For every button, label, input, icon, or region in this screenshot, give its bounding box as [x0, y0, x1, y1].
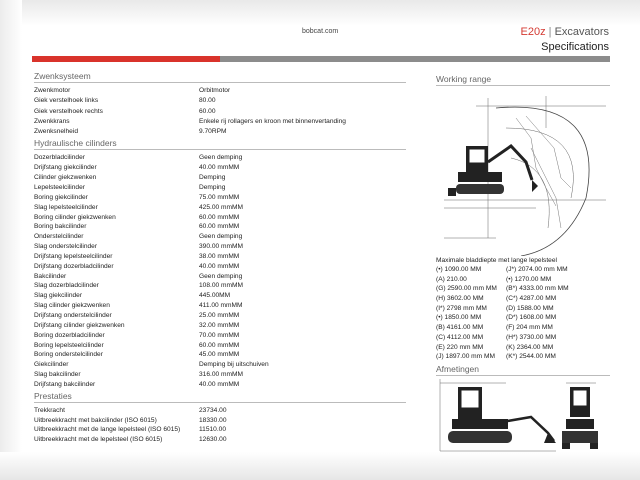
spec-value: 12630.00	[199, 436, 227, 444]
spec-value: 60.00	[199, 107, 216, 115]
spec-value: 40.00 mmMM	[199, 380, 240, 388]
spec-row	[34, 321, 406, 331]
spec-label: Bakcilinder	[34, 272, 67, 280]
spec-row	[34, 96, 406, 106]
spec-label: Boring cilinder giekzwenken	[34, 213, 116, 221]
spec-row	[34, 173, 406, 183]
working-range-value: (C*) 4287.00 MM	[506, 295, 557, 303]
spec-value: 60.00 mmMM	[199, 341, 240, 349]
spec-row	[34, 252, 406, 262]
spec-label: Giek verstelhoek rechts	[34, 107, 103, 115]
spec-label: Drijfstang lepelsteelcilinder	[34, 252, 113, 260]
working-range-value: (•) 1090.00 MM	[436, 266, 482, 273]
model-heading	[521, 26, 609, 38]
working-range-value: (J) 1897.00 mm MM	[436, 353, 495, 361]
spec-value: 75.00 mmMM	[199, 193, 240, 201]
spec-label: Drijfstang onderstelcilinder	[34, 311, 112, 319]
dimensions-diagram	[436, 377, 636, 457]
working-range-value: (I*) 2798 mm MM	[436, 304, 487, 312]
spec-label: Zwenksnelheid	[34, 128, 78, 136]
model-name: E20z	[520, 26, 546, 38]
spec-row	[34, 183, 406, 193]
spec-row	[34, 107, 406, 117]
spec-label: Slag onderstelcilinder	[34, 243, 98, 251]
spec-row	[34, 232, 406, 242]
spec-label: Drijfstang bakcilinder	[34, 380, 96, 388]
spec-value: Geen demping	[199, 272, 243, 280]
spec-label: Drijfstang giekcilinder	[34, 164, 97, 172]
working-range-value: (D*) 1608.00 MM	[506, 314, 557, 322]
working-range-title: Working range	[436, 74, 610, 86]
working-range-values	[436, 265, 608, 362]
header-band-red	[32, 56, 220, 62]
spec-value: Geen demping	[199, 233, 243, 241]
spec-value: 23734.00	[199, 406, 227, 414]
spec-row	[34, 203, 406, 213]
spec-value: Orbitmotor	[199, 87, 231, 94]
excavator-front-icon	[562, 387, 598, 449]
spec-row	[34, 117, 406, 127]
spec-value: 70.00 mmMM	[199, 331, 240, 339]
spec-value: 80.00	[199, 97, 216, 105]
spec-label: Giekcilinder	[34, 361, 69, 369]
working-range-diagram	[436, 88, 610, 256]
spec-label: Boring onderstelcilinder	[34, 351, 103, 359]
working-range-value: (•) 1850.00 MM	[436, 314, 482, 322]
spec-value: Demping bij uitschuiven	[199, 361, 269, 369]
spec-row	[34, 213, 406, 223]
spec-row	[34, 380, 406, 390]
spec-row	[34, 301, 406, 311]
spec-row	[34, 350, 406, 360]
working-range-value: (•) 1270.00 MM	[506, 275, 552, 283]
spec-label: Dozerbladcilinder	[34, 154, 85, 162]
spec-value: 60.00 mmMM	[199, 213, 240, 221]
spec-value: 411.00 mmMM	[199, 302, 243, 310]
spec-label: Slag bakcilinder	[34, 371, 81, 379]
spec-label: Uitbreekkracht met bakcilinder (ISO 6015)	[34, 416, 157, 424]
section-hydraulische-cilinders	[34, 138, 406, 389]
spec-row	[34, 127, 406, 137]
spec-label: Slag giekcilinder	[34, 292, 83, 300]
spec-label: Uitbreekkracht met de lange lepelsteel (ISO 6015)	[34, 426, 181, 434]
spec-row	[34, 406, 406, 416]
spec-value: 390.00 mmMM	[199, 243, 243, 251]
spec-value: 445.00MM	[199, 292, 231, 300]
working-range-value: (J*) 2074.00 mm MM	[506, 266, 568, 273]
header-band	[32, 56, 610, 62]
spec-label: Drijfstang cilinder giekzwenken	[34, 321, 125, 329]
working-range-value: (G) 2590.00 mm MM	[436, 285, 497, 293]
spec-value: Demping	[199, 184, 226, 192]
spec-label: Trekkracht	[34, 406, 65, 414]
section-prestaties	[34, 391, 406, 445]
spec-label: Zwenkkrans	[34, 117, 70, 125]
spec-row	[34, 425, 406, 435]
working-range-value: (D) 1588.00 MM	[506, 304, 554, 312]
spec-row	[34, 272, 406, 282]
spec-value: 38.00 mmMM	[199, 252, 240, 260]
spec-value: 60.00 mmMM	[199, 223, 240, 231]
spec-label: Zwenkmotor	[34, 87, 71, 94]
spec-row	[34, 291, 406, 301]
spec-row	[34, 331, 406, 341]
spec-value: 25.00 mmMM	[199, 311, 240, 319]
model-separator: |	[548, 26, 552, 38]
spec-value: 40.00 mmMM	[199, 164, 240, 172]
spec-value: 9.70RPM	[199, 128, 227, 136]
spec-row	[34, 222, 406, 232]
spec-label: Drijfstang dozerbladcilinder	[34, 262, 114, 270]
spec-value: 108.00 mmMM	[199, 282, 243, 290]
spec-value: Geen demping	[199, 154, 243, 162]
spec-label: Giek verstelhoek links	[34, 97, 99, 105]
section-title: Prestaties	[34, 391, 406, 403]
spec-row	[34, 153, 406, 163]
spec-row	[34, 435, 406, 445]
working-range-value: (B*) 4333.00 mm MM	[506, 285, 569, 293]
working-range-value: (K*) 2544.00 MM	[506, 353, 556, 361]
section-title: Hydraulische cilinders	[34, 138, 406, 150]
working-range-value: (C) 4112.00 MM	[436, 333, 484, 341]
working-range-value: (H) 3602.00 MM	[436, 295, 484, 303]
working-range-value: (B) 4161.00 MM	[436, 324, 484, 332]
spec-row	[34, 193, 406, 203]
spec-label: Slag dozerbladcilinder	[34, 282, 99, 290]
spec-row	[34, 86, 406, 96]
model-category: Excavators	[554, 26, 609, 38]
spec-label: Onderstelcilinder	[34, 233, 84, 241]
spec-row	[34, 370, 406, 380]
spec-value: 425.00 mmMM	[199, 203, 243, 211]
spec-label: Boring lepelsteelcilinder	[34, 341, 104, 349]
spec-label: Boring giekcilinder	[34, 193, 88, 201]
dimensions-title: Afmetingen	[436, 364, 610, 376]
header-band-gray	[220, 56, 610, 62]
spec-value: 316.00 mmMM	[199, 371, 243, 379]
section-zwenksysteem	[34, 71, 406, 137]
spec-value: 40.00 mmMM	[199, 262, 240, 270]
spec-label: Boring bakcilinder	[34, 223, 87, 231]
spec-row	[34, 341, 406, 351]
spec-value: Enkele rij rollagers en kroon met binnenvertanding	[199, 117, 346, 125]
spec-value: 18330.00	[199, 416, 227, 424]
spec-tables	[34, 70, 406, 445]
spec-value: 11510.00	[199, 426, 227, 434]
working-range-value: (E) 220 mm MM	[436, 343, 484, 351]
spec-row	[34, 163, 406, 173]
working-range-caption: Maximale bladdiepte met lange lepelsteel	[436, 257, 557, 264]
spec-label: Uitbreekkracht met de lepelsteel (ISO 6015)	[34, 436, 163, 444]
excavator-icon	[448, 146, 538, 196]
site-url: bobcat.com	[302, 28, 339, 35]
spec-label: Cilinder giekzwenken	[34, 174, 97, 182]
working-range-value: (K) 2364.00 MM	[506, 343, 554, 351]
spec-value: Demping	[199, 174, 226, 182]
excavator-side-icon	[448, 387, 556, 443]
spec-row	[34, 242, 406, 252]
working-range-value: (F) 204 mm MM	[506, 324, 553, 332]
spec-row	[34, 311, 406, 321]
spec-row	[34, 416, 406, 426]
spec-value: 45.00 mmMM	[199, 351, 240, 359]
spec-value: 32.00 mmMM	[199, 321, 240, 329]
working-range-value: (H*) 3730.00 MM	[506, 333, 557, 341]
spec-row	[34, 281, 406, 291]
spec-row	[34, 262, 406, 272]
page-subtitle: Specifications	[541, 41, 609, 53]
spec-label: Lepelsteelcilinder	[34, 184, 85, 192]
diagram-column	[436, 74, 610, 457]
spec-label: Slag cilinder giekzwenken	[34, 302, 110, 310]
section-title: Zwenksysteem	[34, 71, 406, 83]
working-range-value: (A) 210.00	[436, 275, 467, 283]
spec-label: Slag lepelsteelcilinder	[34, 203, 98, 211]
spec-row	[34, 360, 406, 370]
spec-label: Boring dozerbladcilinder	[34, 331, 105, 339]
